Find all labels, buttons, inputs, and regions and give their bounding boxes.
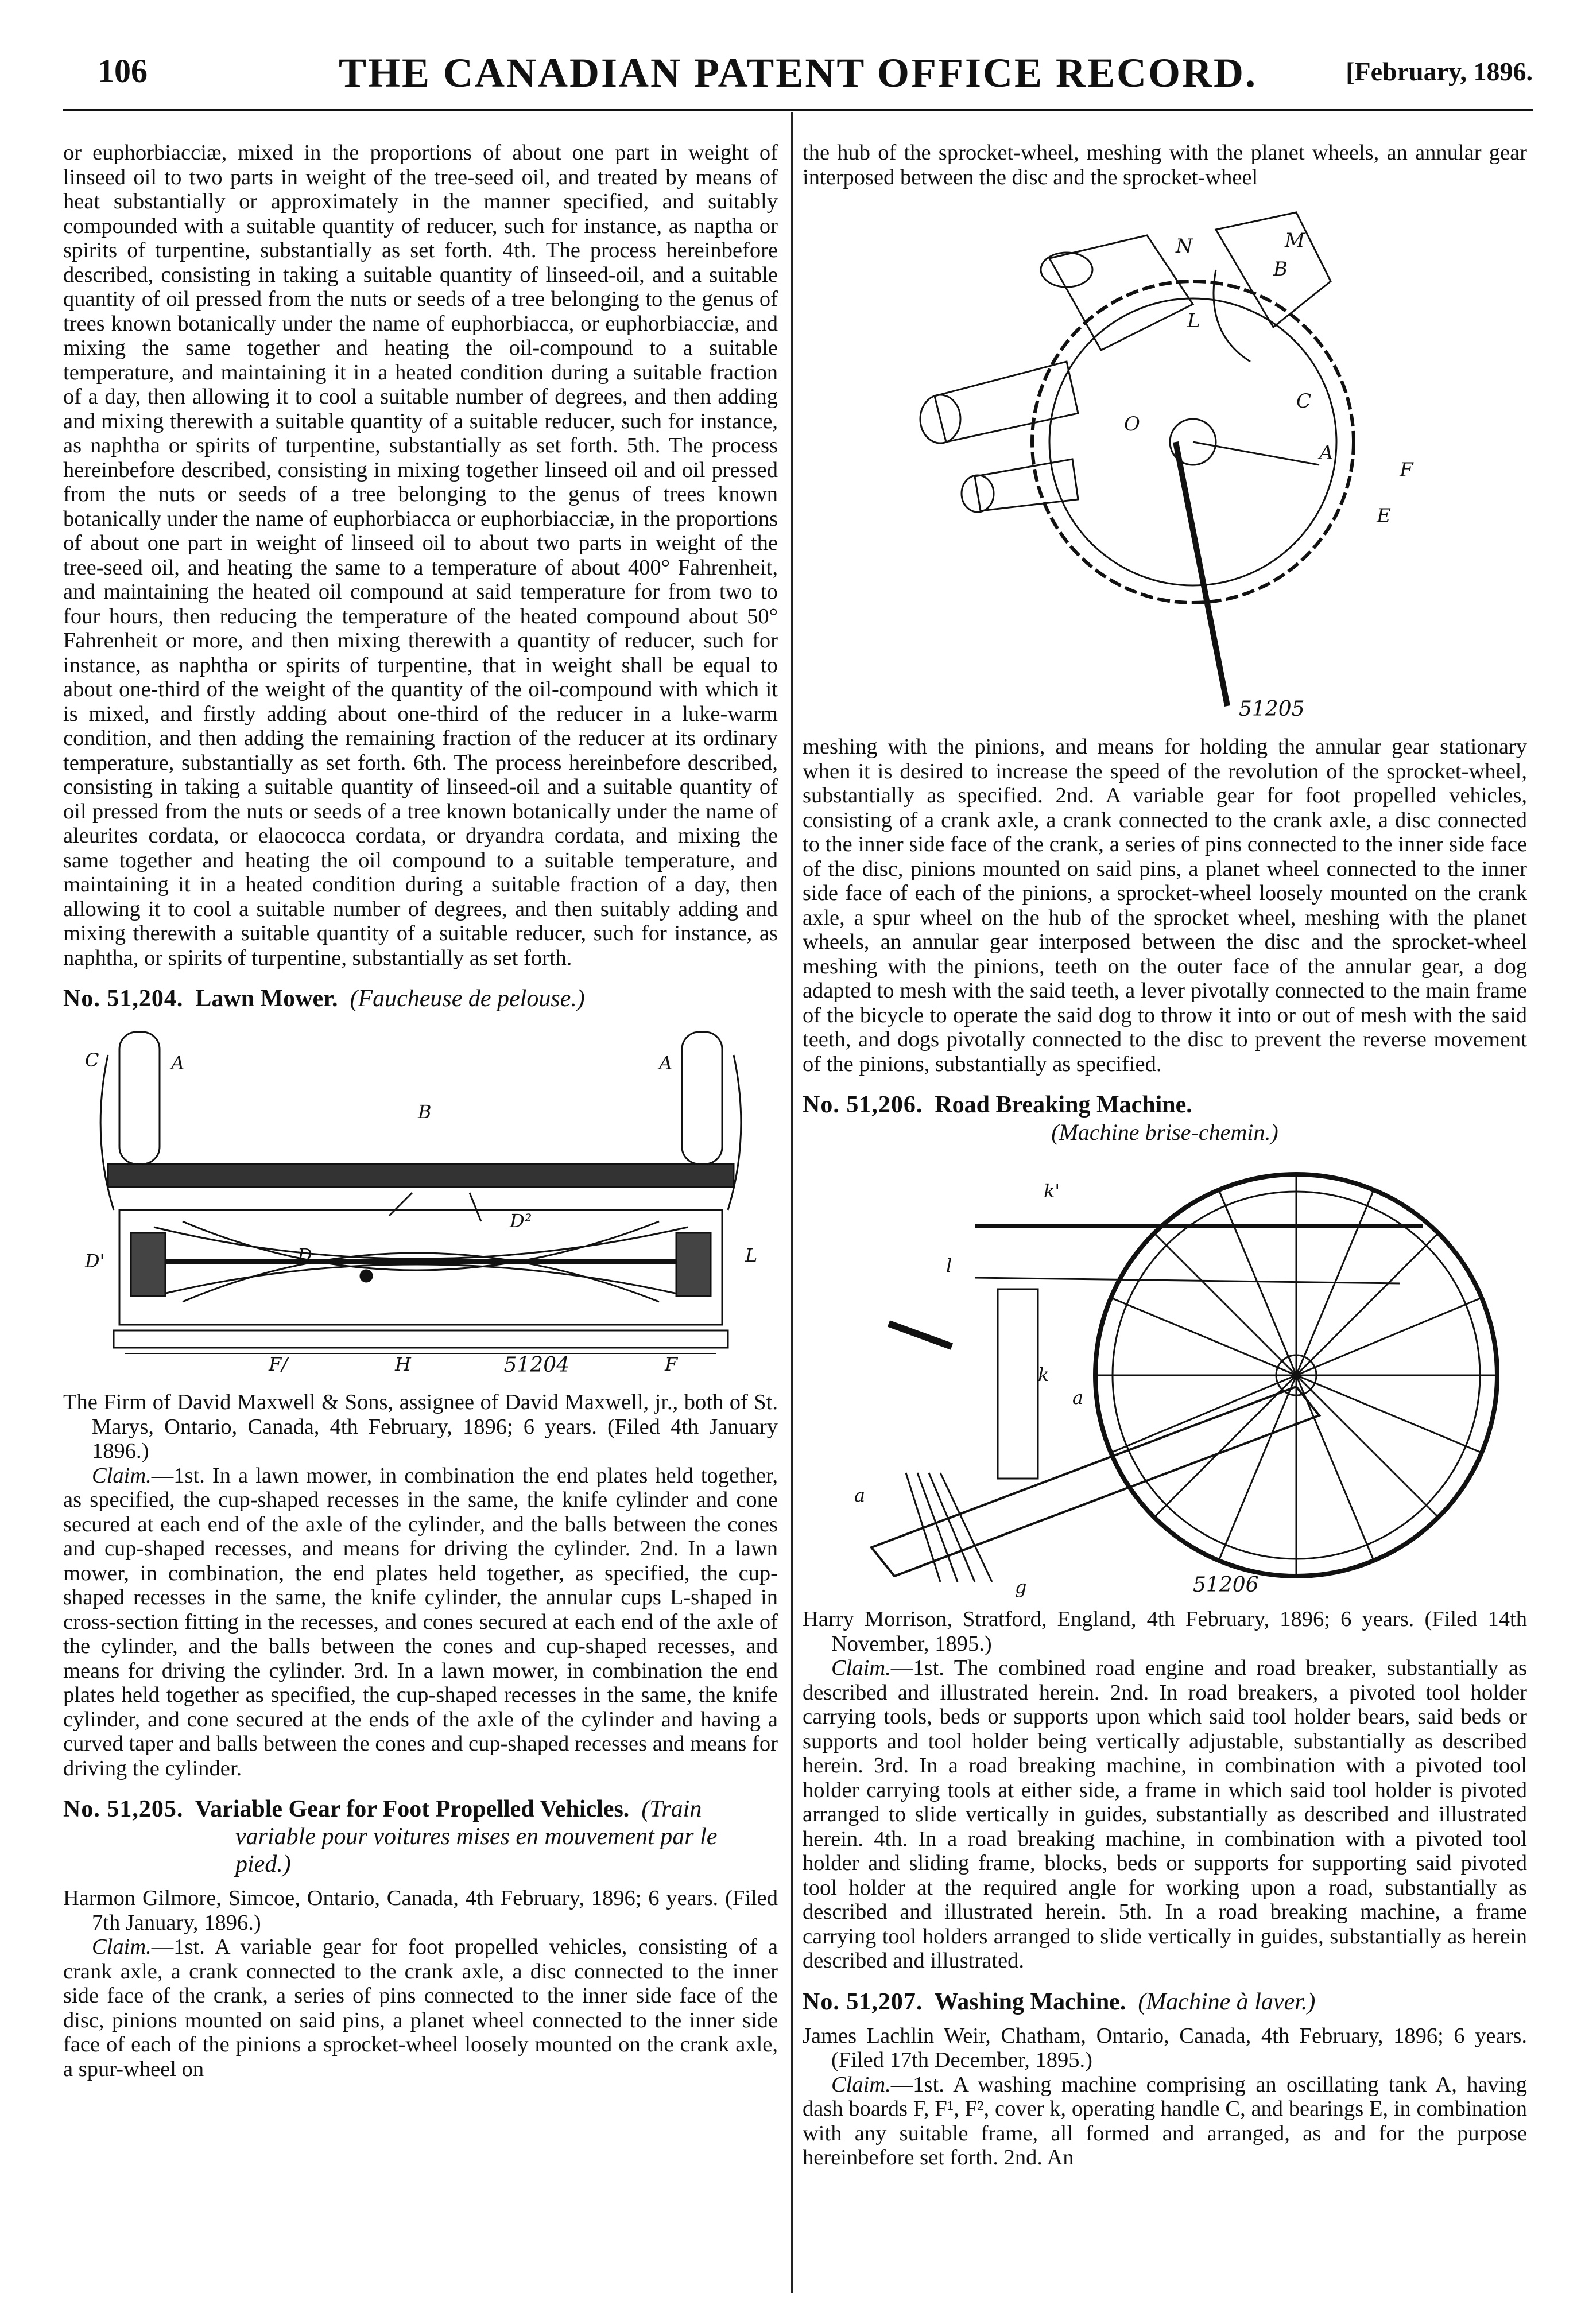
svg-text:B: B xyxy=(1273,258,1288,281)
claim-label: Claim. xyxy=(92,1463,152,1488)
patent-title: Washing Machine. xyxy=(934,1988,1126,2015)
patentee-51207: James Lachlin Weir, Chatham, Ontario, Canada, 4th February, 1896; 6 years. (Filed 17th December, 1895.) xyxy=(803,2023,1527,2072)
patent-title: Variable Gear for Foot Propelled Vehicles. xyxy=(195,1796,630,1822)
svg-text:l: l xyxy=(946,1255,952,1277)
patent-number: No. 51,205. xyxy=(63,1796,184,1822)
svg-text:a: a xyxy=(854,1484,866,1506)
svg-text:N: N xyxy=(1176,235,1193,258)
svg-text:C: C xyxy=(1296,390,1312,413)
figure-number: 51204 xyxy=(503,1353,570,1377)
claims-51206 xyxy=(803,1656,1527,1973)
patent-heading-51205 xyxy=(63,1795,778,1878)
svg-text:D': D' xyxy=(84,1250,104,1272)
continued-text: the hub of the sprocket-wheel, meshing with the planet wheels, an annular gear interposed between the disc and the sprocket-wheel xyxy=(803,141,1527,189)
lawn-mower-figure xyxy=(68,1021,774,1382)
svg-text:B: B xyxy=(417,1101,432,1123)
patent-title-french: (Machine brise-chemin.) xyxy=(1051,1119,1278,1145)
svg-text:a: a xyxy=(1072,1387,1084,1409)
patent-number: No. 51,207. xyxy=(803,1988,923,2015)
svg-text:F: F xyxy=(1400,459,1413,482)
patent-heading-51206 xyxy=(803,1091,1527,1119)
svg-text:k: k xyxy=(1038,1364,1049,1386)
claims-51204 xyxy=(63,1464,778,1781)
column-divider xyxy=(791,112,793,2293)
variable-gear-figure xyxy=(803,189,1527,735)
svg-text:F: F xyxy=(664,1353,677,1375)
journal-title: THE CANADIAN PATENT OFFICE RECORD. xyxy=(338,50,1258,96)
svg-text:F/: F/ xyxy=(268,1353,288,1375)
svg-text:O: O xyxy=(1124,413,1140,436)
claim-label: Claim. xyxy=(92,1935,152,1959)
issue-date: [February, 1896. xyxy=(1346,57,1533,86)
svg-text:D: D xyxy=(297,1244,312,1266)
patent-number: No. 51,206. xyxy=(803,1092,923,1118)
svg-text:A: A xyxy=(170,1052,184,1074)
left-column xyxy=(63,141,778,2081)
svg-text:g: g xyxy=(1015,1576,1027,1598)
patent-title-french: (Machine à laver.) xyxy=(1138,1988,1316,2015)
patent-number: No. 51,204. xyxy=(63,986,184,1012)
lawn-mower-drawing xyxy=(68,1021,774,1382)
patent-title: Road Breaking Machine. xyxy=(935,1092,1192,1118)
right-column xyxy=(803,141,1527,2170)
svg-text:k': k' xyxy=(1044,1180,1060,1202)
patentee-51206: Harry Morrison, Stratford, England, 4th February, 1896; 6 years. (Filed 14th November, 1895.) xyxy=(803,1607,1527,1656)
patentee-51204: The Firm of David Maxwell & Sons, assignee of David Maxwell, jr., both of St. Marys, Ontario, Canada, 4th February, 1896; 6 years. (Filed 4th January 1896.) xyxy=(63,1390,778,1463)
road-breaking-figure xyxy=(803,1146,1527,1599)
patent-title-french: (Train variable pour voitures mises en mouvement par le pied.) xyxy=(235,1796,718,1877)
svg-text:L: L xyxy=(1187,309,1200,332)
patentee-51205: Harmon Gilmore, Simcoe, Ontario, Canada, 4th February, 1896; 6 years. (Filed 7th January, 1896.) xyxy=(63,1886,778,1935)
patent-heading-51207 xyxy=(803,1988,1527,2016)
claim-text: —1st. In a lawn mower, in combination the end plates held together, as specified, the cup-shaped recesses in the same, the knife cylinder and cone secured at each end of the axle of the cylinder, and the balls between the cones and cup-shaped recesses, and means for driving the cylinder. 2nd. In a lawn mower, in combination, the end plates held together, as specified, the cup-shaped recesses in the same, the knife cylinder, the annular cups L-shaped in cross-section fitting in the recesses, and cones secured at each end of the axle of the cylinder, and the balls between the cones and cup-shaped recesses, and means for driving the cylinder. 3rd. In a lawn mower, in combination the end plates held together as specified, the cup-shaped recesses in the same, the knife cylinder, and cone secured at the ends of the axle of the cylinder and having a curved taper and balls between the cones and cup-shaped recesses and means for driving the cylinder. xyxy=(63,1463,778,1780)
claim-label: Claim. xyxy=(831,2072,891,2097)
claim-text: —1st. The combined road engine and road breaker, substantially as described and illustrated herein. 2nd. In road breakers, a pivoted tool holder carrying tools, beds or supports upon which said tool holder bears, said beds or supports and tool holder being vertically adjustable, substantially as described herein. 3rd. In a road breaking machine, in combination with a pivoted tool holder carrying tools at either side, a frame in which said tool holder is pivoted arranged to slide vertically in guides, substantially as described and illustrated herein. 4th. In a road breaking machine, in combination with a pivoted tool holder and sliding frame, blocks, beds or supports for supporting said pivoted tool holder at the required angle for working upon a road, substantially as described and illustrated herein. 5th. In a road breaking machine, a frame carrying tool holders arranged to slide vertically in guides, substantially as herein described and illustrated. xyxy=(803,1656,1527,1973)
patent-heading-51204 xyxy=(63,985,778,1012)
svg-text:E: E xyxy=(1377,505,1391,527)
svg-text:L: L xyxy=(745,1244,757,1266)
continued-text-2: meshing with the pinions, and means for holding the annular gear stationary when it is desired to increase the speed of the revolution of the sprocket-wheel, substantially as specified. 2nd. A variable gear for foot propelled vehicles, consisting of a crank axle, a crank connected to the crank axle, a disc connected to the inner side face of the crank, a series of pins connected to the inner side face of the disc, pinions mounted on said pins, a planet wheel connected to the inner side face of each of the pinions, a sprocket-wheel loosely mounted on the crank axle, a spur wheel on the hub of the sprocket wheel, meshing with the planet wheels, an annular gear interposed between the disc and the sprocket-wheel meshing with the pinions, teeth on the outer face of the annular gear, a dog adapted to mesh with the said teeth, a lever pivotally connected to the main frame of the bicycle to operate the said dog to throw it into or out of mesh with the said teeth, and dogs pivotally connected to the disc to prevent the reverse movement of the pinions, substantially as specified. xyxy=(803,735,1527,1076)
svg-text:D²: D² xyxy=(509,1210,532,1232)
svg-text:H: H xyxy=(394,1353,411,1375)
patent-title: Lawn Mower. xyxy=(195,986,338,1012)
svg-text:C: C xyxy=(84,1049,99,1071)
svg-text:A: A xyxy=(1319,441,1334,464)
continued-text: or euphorbiacciæ, mixed in the proportions of about one part in weight of linseed oil to two parts in weight of the tree-seed oil, and treated by means of heat substantially or approximately in the manner specified, and suitably compounded with a suitable quantity of reducer, such for instance, as naptha or spirits of turpentine, substantially as set forth. 4th. The process hereinbefore described, consisting in taking a suitable quantity of linseed-oil, and a suitable quantity of oil pressed from the nuts or seeds of a tree belonging to the genus of trees known botanically under the name of euphorbiacca, or euphorbiacciæ, and mixing the same together and heating the oil-compound to a suitable temperature, and maintaining it in a heated condition during a suitable fraction of a day, then allowing it to cool a suitable number of degrees, and then adding and mixing therewith a suitable quantity of a suitable reducer, such for instance, as naphtha or spirits of turpentine, substantially as set forth. 5th. The process hereinbefore described, consisting in mixing together linseed oil and oil pressed from the nuts or seeds of a tree belonging to the genus of trees known botanically under the name of euphorbiacca or euphorbiacciæ, in the proportions of about one part in weight of linseed oil to about two parts in weight of the tree-seed oil, and heating the same to a temperature of about 400° Fahrenheit, and maintaining the heated oil compound at said temperature for from two to four hours, then reducing the temperature of the heated compound about 50° Fahrenheit or more, and then mixing therewith a quantity of reducer, such for instance, as naphtha or spirits of turpentine, that in weight shall be equal to about one-third of the weight of the quantity of the oil-compound with which it is mixed, and firstly adding about one-third of the reducer in a luke-warm condition, and then adding the remaining fraction of the reducer at its ordinary temperature, substantially as set forth. 6th. The process hereinbefore described, consisting in taking a suitable quantity of linseed-oil and a suitable quantity of oil pressed from the nuts or seeds of a tree known botanically under the name of aleurites cordata, or elaococca cordata, or dryandra cordata, and mixing the same together and heating the oil compound to a suitable temperature, and maintaining it in a heated condition during a suitable fraction of a day, then allowing it to cool a suitable number of degrees, and then suitably adding and mixing therewith a suitable quantity of a suitable reducer, such for instance, as naphtha, or spirits of turpentine, substantially as set forth. xyxy=(63,141,778,970)
claim-text: —1st. A washing machine comprising an oscillating tank A, having dash boards F, F¹, F², cover k, operating handle C, and bearings E, in combination with any suitable frame, all formed and arranged, as and for the purpose hereinbefore set forth. 2nd. An xyxy=(803,2072,1527,2170)
page-number: 106 xyxy=(98,52,148,90)
patent-title-french: (Faucheuse de pelouse.) xyxy=(350,986,585,1012)
page-header xyxy=(63,46,1533,111)
claims-51205 xyxy=(63,1935,778,2081)
claim-label: Claim. xyxy=(831,1656,891,1680)
figure-number: 51205 xyxy=(1239,697,1305,721)
road-breaking-drawing xyxy=(803,1146,1527,1599)
claims-51207 xyxy=(803,2073,1527,2170)
variable-gear-drawing xyxy=(803,189,1527,735)
svg-text:A: A xyxy=(658,1052,672,1074)
claim-text: —1st. A variable gear for foot propelled vehicles, consisting of a crank axle, a crank connected to the crank axle, a disc connected to the inner side face of the crank, a series of pins connected to the inner side face of the disc, pinions mounted on said pins, a planet wheel connected to the inner side face of each of the pinions a sprocket-wheel loosely mounted on the crank axle, a spur-wheel on xyxy=(63,1935,778,2081)
figure-number: 51206 xyxy=(1193,1573,1259,1597)
svg-text:M: M xyxy=(1285,229,1305,252)
